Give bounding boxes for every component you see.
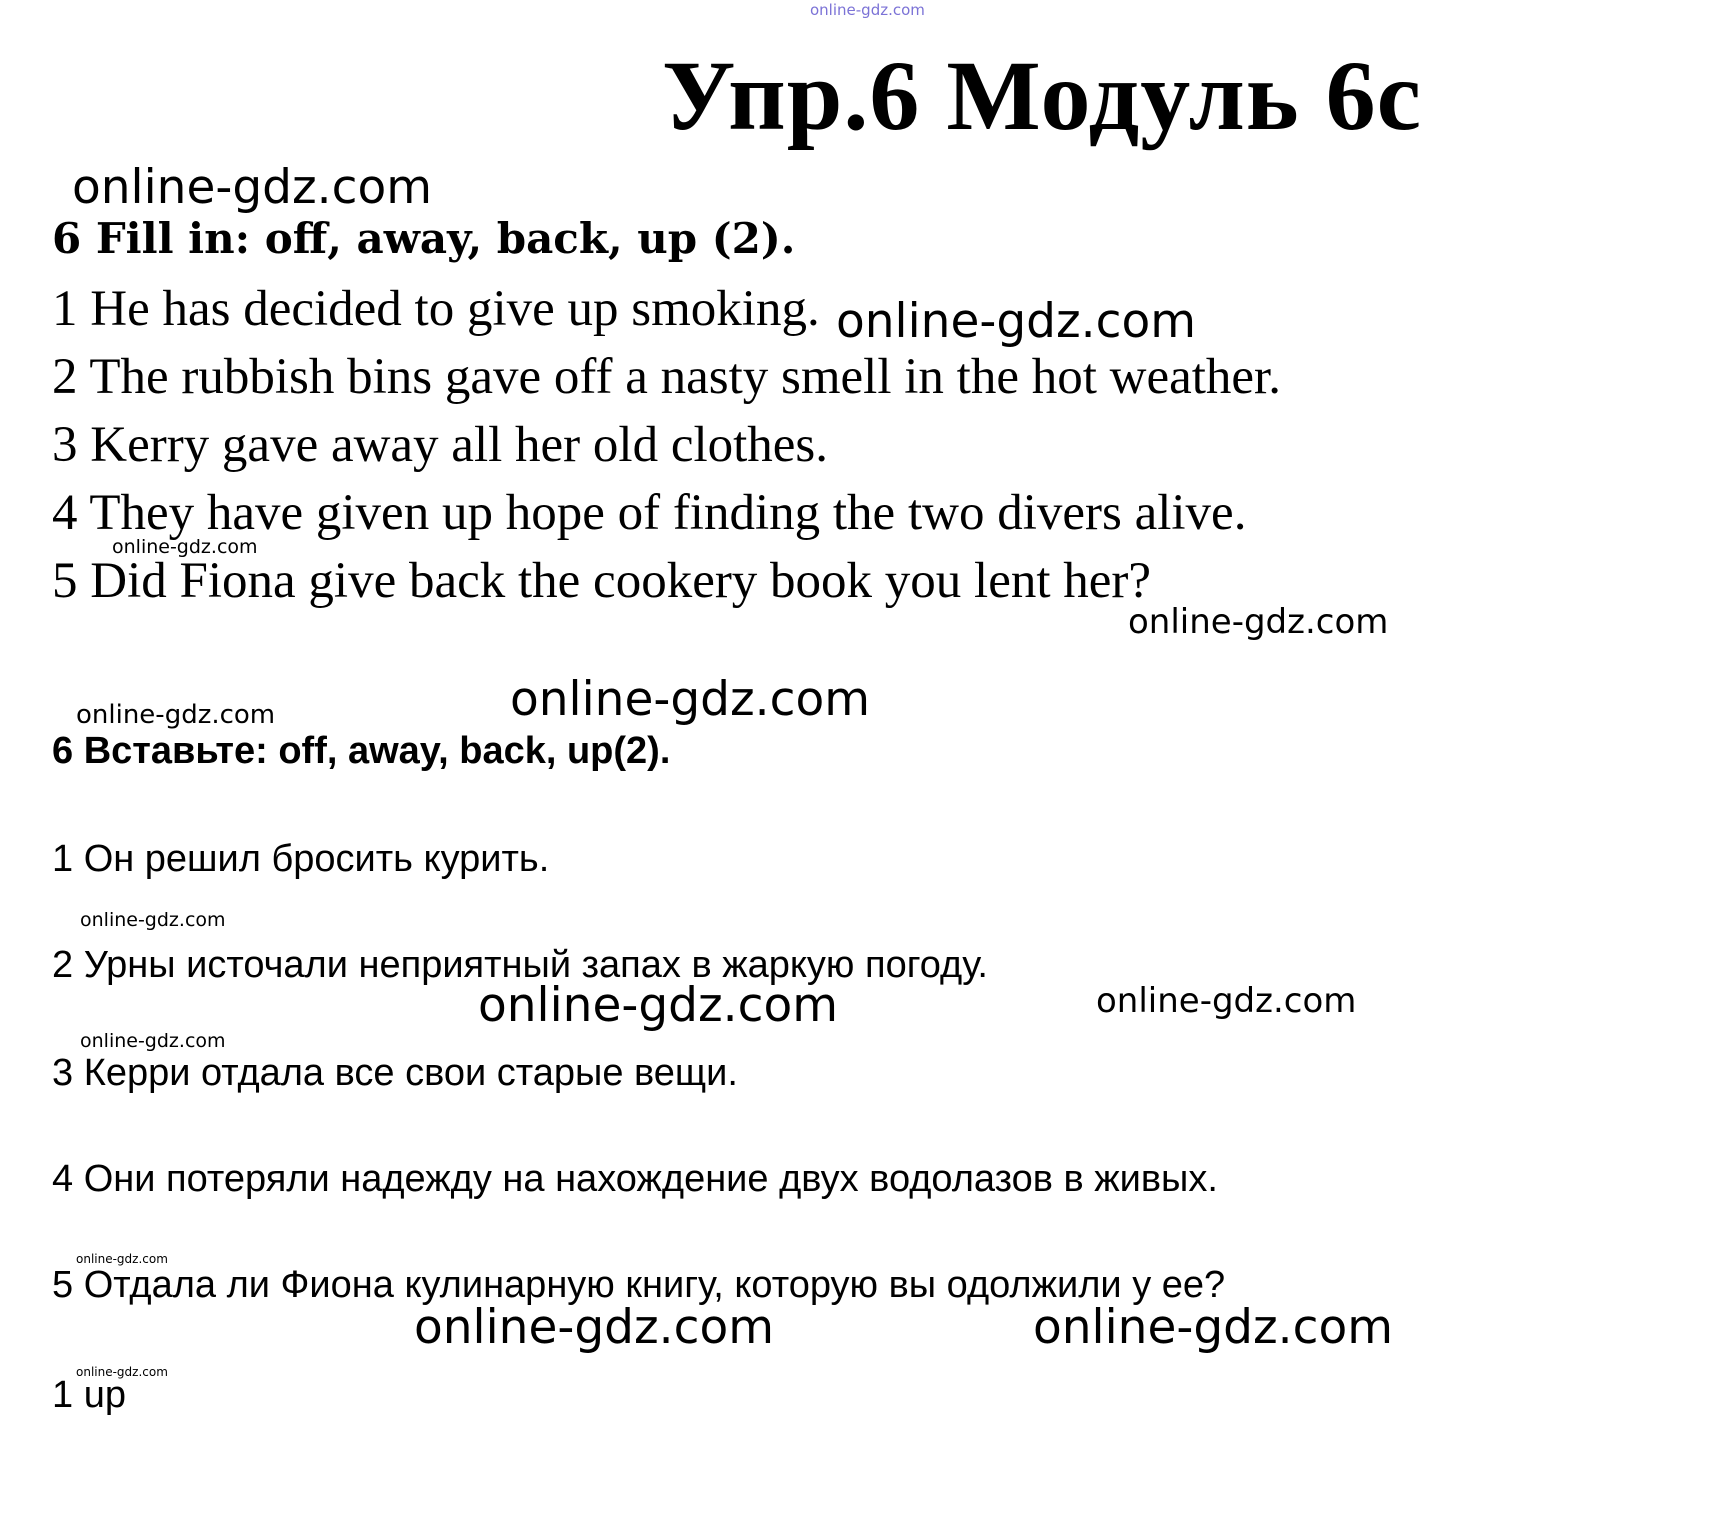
exercise-heading-english: 6 Fill in: off, away, back, up (2). bbox=[52, 214, 796, 263]
watermark: online-gdz.com bbox=[72, 160, 432, 215]
russian-sentence-5: 5 Отдала ли Фиона кулинарную книгу, которую вы одолжили у ее? bbox=[52, 1264, 1226, 1306]
watermark: online-gdz.com bbox=[80, 909, 226, 931]
watermark: online-gdz.com bbox=[1128, 602, 1389, 642]
english-sentence-3: 3 Kerry gave away all her old clothes. bbox=[52, 417, 829, 473]
watermark: online-gdz.com bbox=[1096, 981, 1357, 1021]
russian-sentence-4: 4 Они потеряли надежду на нахождение двух водолазов в живых. bbox=[52, 1158, 1218, 1200]
answer-line: 1 up bbox=[52, 1374, 126, 1416]
watermark: online-gdz.com bbox=[414, 1300, 774, 1355]
english-sentence-2: 2 The rubbish bins gave off a nasty smell in the hot weather. bbox=[52, 349, 1281, 405]
watermark: online-gdz.com bbox=[478, 978, 838, 1033]
watermark-top: online-gdz.com bbox=[810, 1, 925, 19]
exercise-heading-russian: 6 Вставьте: off, away, back, up(2). bbox=[52, 730, 671, 772]
russian-sentence-1: 1 Он решил бросить курить. bbox=[52, 838, 550, 880]
watermark: online-gdz.com bbox=[836, 294, 1196, 349]
english-sentence-4: 4 They have given up hope of finding the two divers alive. bbox=[52, 485, 1247, 541]
watermark: online-gdz.com bbox=[510, 672, 870, 727]
watermark: online-gdz.com bbox=[1033, 1300, 1393, 1355]
watermark: online-gdz.com bbox=[76, 1252, 168, 1266]
watermark: online-gdz.com bbox=[76, 700, 276, 730]
watermark: online-gdz.com bbox=[80, 1030, 226, 1052]
watermark: online-gdz.com bbox=[76, 1365, 168, 1379]
russian-sentence-3: 3 Керри отдала все свои старые вещи. bbox=[52, 1052, 738, 1094]
russian-sentence-2: 2 Урны источали неприятный запах в жаркую погоду. bbox=[52, 944, 988, 986]
watermark: online-gdz.com bbox=[112, 536, 258, 558]
page-title: Упр.6 Модуль 6c bbox=[662, 40, 1423, 151]
english-sentence-5: 5 Did Fiona give back the cookery book you lent her? bbox=[52, 553, 1152, 609]
english-sentence-1: 1 He has decided to give up smoking. bbox=[52, 281, 820, 337]
